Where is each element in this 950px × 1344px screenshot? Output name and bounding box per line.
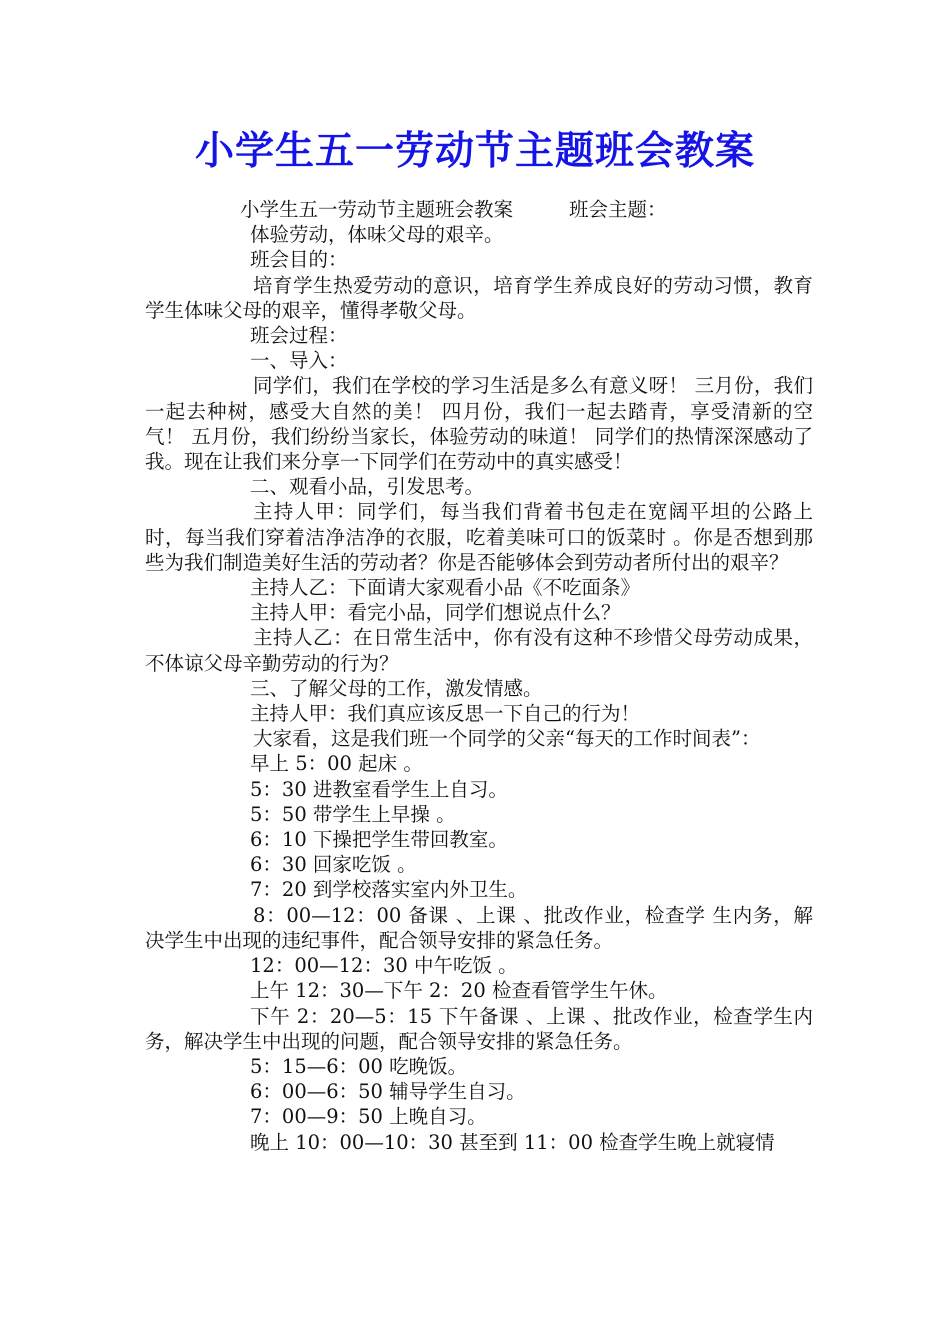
schedule-item: 8：00—12：00 备课 、上课 、批改作业，检查学 生内务，解决学生中出现的违纪事件，配合领导安排的紧急任务。 — [145, 903, 813, 952]
schedule-item: 6：00—6：50 辅导学生自习。 — [250, 1080, 526, 1104]
schedule-item: 7：00—9：50 上晚自习。 — [250, 1105, 487, 1129]
paragraph: 班会目的： — [250, 248, 348, 272]
schedule-item: 上午 12：30—下午 2：20 检查看管学生午休。 — [250, 979, 668, 1003]
document-body — [145, 197, 813, 1155]
paragraph: 三、了解父母的工作，激发情感。 — [250, 676, 543, 700]
paragraph: 培育学生热爱劳动的意识，培育学生养成良好的劳动习惯，教育学生体味父母的艰辛，懂得孝敬父母。 — [145, 273, 813, 322]
paragraph: 大家看，这是我们班一个同学的父亲“每天的工作时间表”： — [253, 727, 761, 751]
intro-line — [145, 197, 813, 222]
paragraph: 同学们，我们在学校的学习生活是多么有意义呀！ 三月份，我们一起去种树，感受大自然的美！ 四月份，我们一起去踏青，享受清新的空气！ 五月份，我们纷纷当家长，体验劳动的味道！ 同学们的热情深深感动了我。现在让我们来分享一下同学们在劳动中的真实感受！ — [145, 374, 813, 474]
paragraph: 主持人甲：同学们，每当我们背着书包走在宽阔平坦的公路上时，每当我们穿着洁净洁净的衣服，吃着美味可口的饭菜时 。你是否想到那些为我们制造美好生活的劳动者？你是否能够体会到劳动者所付出的艰辛？ — [145, 500, 813, 574]
paragraph: 二、观看小品，引发思考。 — [250, 475, 485, 499]
schedule-item: 5：15—6：00 吃晚饭。 — [250, 1054, 468, 1078]
schedule-item: 12：00—12：30 中午吃饭 。 — [250, 954, 518, 978]
document-title: 小学生五一劳动节主题班会教案 — [194, 128, 755, 174]
schedule-item: 早上 5：00 起床 。 — [250, 752, 423, 776]
paragraph: 主持人乙：下面请大家观看小品《不吃面条》 — [250, 576, 641, 600]
schedule-item: 5：50 带学生上早操 。 — [250, 802, 456, 826]
intro-right: 班会主题： — [569, 198, 667, 221]
schedule-item: 7：20 到学校落实室内外卫生。 — [250, 878, 528, 902]
schedule-item: 6：30 回家吃饭 。 — [250, 853, 417, 877]
paragraph: 主持人甲：我们真应该反思一下自己的行为！ — [250, 702, 641, 726]
intro-left: 小学生五一劳动节主题班会教案 — [240, 198, 514, 221]
paragraph: 体验劳动，体味父母的艰辛。 — [250, 223, 504, 247]
paragraph: 班会过程： — [250, 324, 348, 348]
paragraph: 主持人甲：看完小品，同学们想说点什么？ — [250, 601, 621, 625]
paragraph: 主持人乙：在日常生活中，你有没有这种不珍惜父母劳动成果，不体谅父母辛勤劳动的行为？ — [145, 626, 813, 675]
schedule-item: 下午 2：20—5：15 下午备课 、上课 、批改作业，检查学生内务，解决学生中出现的问题，配合领导安排的紧急任务。 — [145, 1004, 813, 1053]
schedule-item: 6：10 下操把学生带回教室。 — [250, 828, 508, 852]
paragraph: 一、导入： — [250, 349, 348, 373]
schedule-item: 5：30 进教室看学生上自习。 — [250, 777, 508, 801]
schedule-item: 晚上 10：00—10：30 甚至到 11：00 检查学生晚上就寝情 — [250, 1130, 775, 1154]
